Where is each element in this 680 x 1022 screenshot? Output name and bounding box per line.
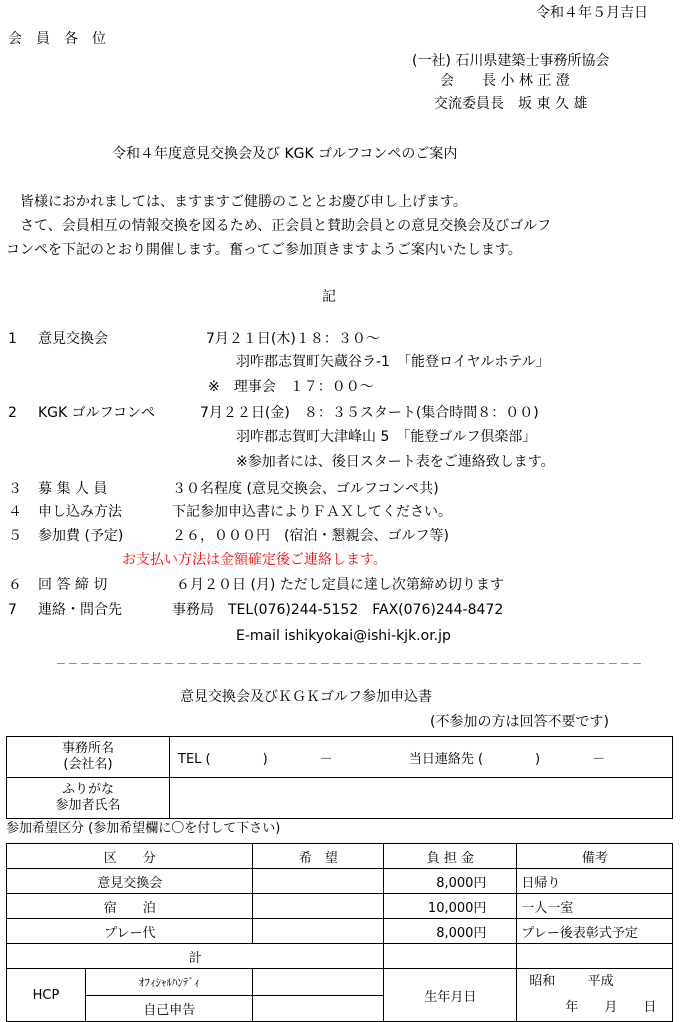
tel-field[interactable]: TEL ( ) － — [178, 751, 333, 767]
item4-value: 下記参加申込書によりＦＡＸしてください。 — [172, 504, 452, 520]
row-category: 意見交換会 — [7, 869, 253, 894]
body-paragraph-line1: さて、会員相互の情報交換を図るため、正会員と賛助会員との意見交換会及びゴルフ — [20, 218, 552, 234]
item5-label: 参加費 (予定) — [38, 528, 124, 544]
office-label: 事務所名 — [61, 741, 114, 756]
addressee: 会 員 各 位 — [8, 31, 106, 47]
col-category: 区 分 — [7, 844, 253, 869]
sender-president: 会 長 小 林 正 澄 — [440, 73, 570, 89]
table-row — [7, 894, 673, 919]
company-label: (会社名) — [63, 757, 113, 772]
era-showa[interactable]: 昭和 — [529, 974, 556, 989]
cut-line: －－－－－－－－－－－－－－－－－－－－－－－－－－－－－－－－－－－－－－－－－－－－－－－－－ — [56, 659, 644, 670]
greeting-paragraph: 皆様におかれましては、ますますご健勝のこととお慶び申し上げます。 — [20, 194, 467, 210]
col-remarks: 備考 — [517, 844, 673, 869]
birth-label: 生年月日 — [384, 969, 517, 1022]
item7-value: 事務局 TEL(076)244-5152 FAX(076)244-8472 — [172, 602, 504, 618]
furigana-label: ふりがな — [61, 782, 114, 797]
col-wish: 希 望 — [253, 844, 384, 869]
payment-note: お支払い方法は金額確定後ご連絡します。 — [122, 552, 387, 568]
item2-label: KGK ゴルフコンペ — [38, 405, 155, 421]
birth-input-cell[interactable] — [517, 969, 673, 1022]
item2-date: 7月２２日(金) ８：３５スタート(集合時間８：００) — [200, 405, 539, 421]
row-category: 宿 泊 — [7, 894, 253, 919]
form-subtitle: (不参加の方は回答不要です) — [430, 714, 609, 730]
self-handicap-label: 自己申告 — [86, 995, 253, 1022]
day-contact-field[interactable]: 当日連絡先 ( ) － — [408, 751, 606, 767]
official-handicap-input[interactable] — [253, 969, 384, 996]
row-remarks: プレー後表彰式予定 — [517, 919, 673, 944]
birth-ymd: 年 月 日 — [565, 1000, 657, 1015]
row-remarks: 一人一室 — [517, 894, 673, 919]
item7-label: 連絡・問合先 — [38, 602, 122, 618]
item3-value: ３０名程度 (意見交換会、ゴルフコンペ共) — [172, 481, 439, 497]
hcp-label: HCP — [7, 969, 86, 1022]
row-wish-cell[interactable] — [253, 894, 384, 919]
office-info-table — [6, 736, 673, 819]
item1-place: 羽咋郡志賀町矢蔵谷ラ-1 「能登ロイヤルホテル」 — [236, 354, 550, 370]
item2-note: ※参加者には、後日スタート表をご連絡致します。 — [236, 454, 555, 470]
participant-label: 参加者氏名 — [55, 798, 121, 813]
category-note: 参加希望区分 (参加希望欄に〇を付して下さい) — [6, 821, 281, 836]
self-handicap-input[interactable] — [253, 995, 384, 1022]
official-handicap-label: ｵﾌｨｼｬﾙﾊﾝﾃﾞｨ — [86, 969, 253, 996]
col-fee: 負 担 金 — [384, 844, 517, 869]
item4-label: 申し込み方法 — [38, 504, 122, 520]
table-row — [7, 869, 673, 894]
item1-label: 意見交換会 — [38, 331, 108, 347]
item6-value: ６月２０日 (月) ただし定員に達し次第締め切ります — [176, 577, 504, 593]
item2-number: 2 — [8, 405, 17, 421]
item1-note: ※ 理事会 １７：００～ — [208, 379, 374, 395]
sender-committee: 交流委員長 坂 東 久 雄 — [434, 96, 588, 112]
item2-place: 羽咋郡志賀町大津峰山 5 「能登ゴルフ倶楽部」 — [236, 429, 537, 445]
item4-number: ４ — [8, 504, 22, 520]
item6-label: 回 答 締 切 — [38, 577, 108, 593]
total-fee-cell[interactable] — [384, 944, 517, 969]
row-fee: 8,000円 — [384, 919, 517, 944]
era-heisei[interactable]: 平成 — [587, 974, 614, 989]
item6-number: ６ — [8, 577, 22, 593]
item3-number: ３ — [8, 481, 22, 497]
participant-label-cell — [7, 778, 170, 819]
item3-label: 募 集 人 員 — [38, 481, 108, 497]
total-label: 計 — [7, 944, 384, 969]
document-title: 令和４年度意見交換会及び KGK ゴルフコンペのご案内 — [112, 146, 458, 162]
office-label-cell — [7, 737, 170, 778]
total-remarks-cell — [517, 944, 673, 969]
row-remarks: 日帰り — [517, 869, 673, 894]
row-wish-cell[interactable] — [253, 869, 384, 894]
item1-date: 7月２１日(木)１８：３０～ — [206, 331, 380, 347]
issue-date: 令和４年５月吉日 — [536, 5, 648, 21]
category-table — [6, 843, 673, 1022]
row-category: プレー代 — [7, 919, 253, 944]
item7-email: E-mail ishikyokai@ishi-kjk.or.jp — [236, 628, 451, 644]
row-wish-cell[interactable] — [253, 919, 384, 944]
participant-input-cell[interactable] — [170, 778, 673, 819]
body-paragraph-line2: コンペを下記のとおり開催します。奮ってご参加頂きますようご案内いたします。 — [6, 242, 522, 258]
office-input-cell[interactable] — [170, 737, 673, 778]
row-fee: 8,000円 — [384, 869, 517, 894]
item7-number: 7 — [8, 602, 17, 618]
table-row — [7, 919, 673, 944]
ki-heading: 記 — [322, 289, 336, 305]
item5-number: ５ — [8, 528, 22, 544]
item5-value: ２６，０００円 (宿泊・懇親会、ゴルフ等) — [172, 528, 449, 544]
row-fee: 10,000円 — [384, 894, 517, 919]
sender-org: (一社) 石川県建築士事務所協会 — [412, 53, 610, 69]
form-title: 意見交換会及びＫＧＫゴルフ参加申込書 — [180, 689, 432, 705]
item1-number: 1 — [8, 331, 17, 347]
